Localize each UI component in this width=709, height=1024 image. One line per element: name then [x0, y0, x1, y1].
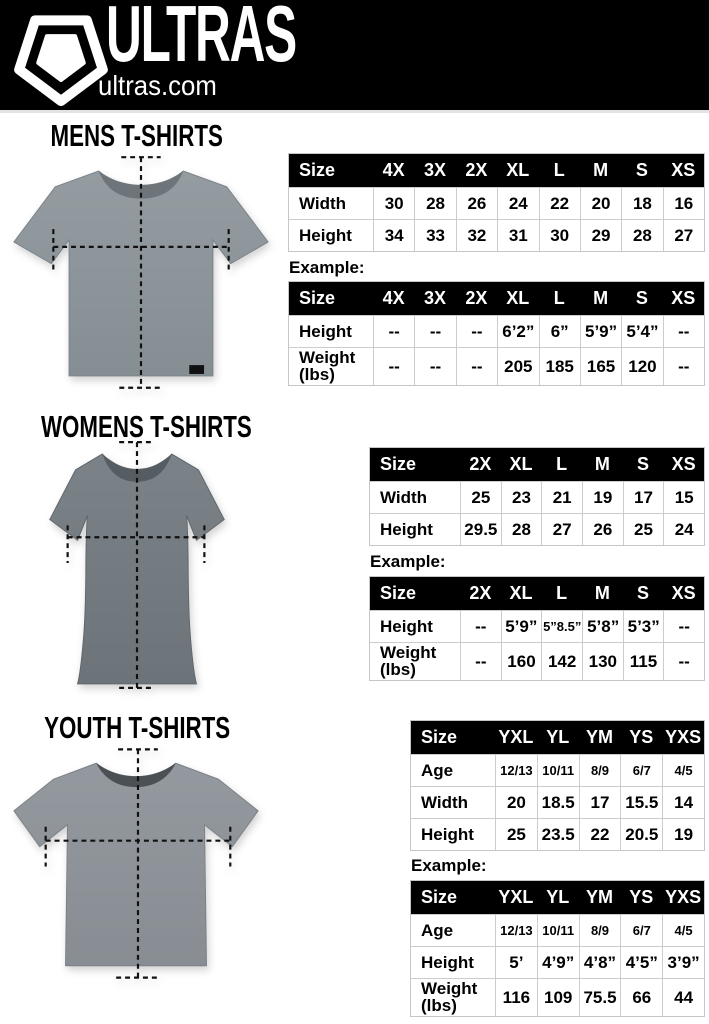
row-label: Width [411, 786, 495, 818]
table-cell: 29.5 [460, 513, 501, 545]
table-header-cell: 2X [465, 160, 488, 181]
womens-size-table [369, 447, 705, 546]
table-header-label: Size [299, 160, 336, 181]
pentagon-logo-icon [14, 5, 108, 107]
table-cell: 15 [663, 481, 704, 513]
row-label: Width [370, 481, 460, 513]
table-header-row [370, 577, 704, 610]
womens-example-table [369, 576, 705, 681]
table-header-cell: YS [629, 727, 654, 748]
table-cell: 8/9 [579, 754, 621, 786]
table-header-cell: XS [671, 454, 696, 475]
table-cell: 33 [414, 219, 455, 251]
table-row [370, 481, 704, 513]
table-header-cell: XL [509, 583, 533, 604]
table-cell: 5’9” [580, 315, 621, 347]
table-cell: 17 [623, 481, 664, 513]
table-cell: 32 [456, 219, 497, 251]
table-cell: 30 [539, 219, 580, 251]
table-header-cell: XL [509, 454, 533, 475]
table-header-row [289, 154, 704, 187]
table-header-row [289, 282, 704, 315]
table-cell: -- [460, 642, 501, 680]
table-header-cell: YM [585, 727, 613, 748]
table-header-cell: M [594, 454, 610, 475]
table-cell: -- [373, 347, 414, 385]
row-label: Age [411, 914, 495, 946]
youth-tshirt-image [2, 740, 270, 986]
table-cell: 44 [662, 978, 704, 1016]
table-cell: 5’ [495, 946, 537, 978]
table-cell: 16 [663, 187, 704, 219]
table-header-cell: XL [506, 288, 530, 309]
table-cell: 25 [460, 481, 501, 513]
row-label: Age [411, 754, 495, 786]
table-row [289, 315, 704, 347]
brand-name: ULTRAS [106, 0, 297, 78]
table-row [411, 914, 704, 946]
mens-size-table [288, 153, 705, 252]
table-header-cell: M [594, 583, 610, 604]
table-cell: 10/11 [537, 754, 579, 786]
table-cell: 20 [580, 187, 621, 219]
table-cell: -- [663, 347, 704, 385]
row-label: Width [289, 187, 373, 219]
table-row [289, 347, 704, 385]
table-header-cell: YXS [665, 887, 702, 908]
header-bar [0, 0, 709, 113]
table-cell: -- [456, 315, 497, 347]
table-cell: -- [414, 315, 455, 347]
table-header-cell: S [635, 160, 648, 181]
table-cell: 5’3” [623, 610, 664, 642]
table-cell: 23.5 [537, 818, 579, 850]
table-cell: 185 [539, 347, 580, 385]
table-cell: 10/11 [537, 914, 579, 946]
table-row [411, 978, 704, 1016]
youth-example-label: Example: [411, 856, 487, 875]
table-cell: 19 [662, 818, 704, 850]
table-cell: -- [373, 315, 414, 347]
table-cell: 28 [621, 219, 662, 251]
table-header-cell: 4X [382, 160, 405, 181]
table-header-label: Size [380, 583, 417, 604]
table-header-cell: XS [671, 583, 696, 604]
table-cell: 26 [456, 187, 497, 219]
table-cell: 5’9” [501, 610, 542, 642]
table-cell: -- [663, 642, 704, 680]
table-row [370, 513, 704, 545]
table-cell: 24 [497, 187, 538, 219]
table-cell: 22 [579, 818, 621, 850]
table-header-cell: 2X [465, 288, 488, 309]
table-cell: 25 [495, 818, 537, 850]
table-cell: 165 [580, 347, 621, 385]
table-header-label: Size [421, 727, 458, 748]
table-header-cell: 2X [469, 583, 492, 604]
table-cell: 4/5 [662, 754, 704, 786]
table-cell: -- [663, 610, 704, 642]
table-cell: 18.5 [537, 786, 579, 818]
table-header-row [411, 721, 704, 754]
table-header-cell: S [636, 583, 649, 604]
table-header-cell: 3X [424, 288, 447, 309]
table-header-cell: XS [671, 160, 696, 181]
table-header-label: Size [380, 454, 417, 475]
table-cell: -- [456, 347, 497, 385]
table-row [411, 818, 704, 850]
table-cell: 120 [621, 347, 662, 385]
table-cell: 75.5 [579, 978, 621, 1016]
table-cell: 4’8” [579, 946, 621, 978]
table-header-cell: S [636, 454, 649, 475]
table-header-cell: L [553, 160, 565, 181]
table-cell: 116 [495, 978, 537, 1016]
table-header-cell: YXS [665, 727, 702, 748]
mens-example-table [288, 281, 705, 386]
table-cell: 21 [541, 481, 582, 513]
row-label: Height [411, 946, 495, 978]
table-cell: -- [414, 347, 455, 385]
table-cell: 130 [582, 642, 623, 680]
womens-section-title: WOMENS T-SHIRTS [40, 409, 252, 444]
table-cell: 34 [373, 219, 414, 251]
table-cell: 115 [623, 642, 664, 680]
table-cell: 22 [539, 187, 580, 219]
table-header-cell: XS [671, 288, 696, 309]
mens-section-title: MENS T-SHIRTS [50, 118, 224, 153]
table-header-cell: YL [546, 727, 570, 748]
table-row [370, 610, 704, 642]
table-cell: 6/7 [620, 914, 662, 946]
table-header-cell: YL [546, 887, 570, 908]
table-cell: 14 [662, 786, 704, 818]
table-cell: 19 [582, 481, 623, 513]
table-header-cell: 3X [424, 160, 447, 181]
table-cell: -- [663, 315, 704, 347]
youth-section-title: YOUTH T-SHIRTS [43, 710, 231, 745]
table-cell: 6’2” [497, 315, 538, 347]
row-label: Weight (lbs) [411, 978, 495, 1016]
table-cell: 26 [582, 513, 623, 545]
mens-tshirt-image [8, 150, 274, 394]
table-cell: 6/7 [620, 754, 662, 786]
table-cell: 28 [501, 513, 542, 545]
table-cell: 18 [621, 187, 662, 219]
row-label: Weight (lbs) [370, 642, 460, 680]
table-cell: 15.5 [620, 786, 662, 818]
table-cell: -- [460, 610, 501, 642]
table-cell: 5’8” [582, 610, 623, 642]
row-label: Height [370, 610, 460, 642]
table-header-cell: YS [629, 887, 654, 908]
womens-tshirt-image [28, 438, 246, 696]
table-cell: 20 [495, 786, 537, 818]
table-cell: 5”8.5” [541, 610, 582, 642]
table-row [411, 754, 704, 786]
table-cell: 4’9” [537, 946, 579, 978]
table-header-cell: 4X [382, 288, 405, 309]
table-row [411, 946, 704, 978]
table-cell: 17 [579, 786, 621, 818]
table-header-row [411, 881, 704, 914]
table-cell: 20.5 [620, 818, 662, 850]
table-row [289, 187, 704, 219]
table-cell: 142 [541, 642, 582, 680]
table-header-label: Size [421, 887, 458, 908]
womens-example-label: Example: [370, 552, 446, 571]
table-header-cell: L [556, 454, 568, 475]
table-cell: 12/13 [495, 754, 537, 786]
table-header-cell: YXL [498, 887, 534, 908]
table-header-cell: YM [585, 887, 613, 908]
table-header-label: Size [299, 288, 336, 309]
table-cell: 4/5 [662, 914, 704, 946]
youth-example-table [410, 880, 705, 1017]
table-cell: 28 [414, 187, 455, 219]
table-cell: 29 [580, 219, 621, 251]
row-label: Height [411, 818, 495, 850]
mens-example-label: Example: [289, 258, 365, 277]
table-header-cell: XL [506, 160, 530, 181]
table-header-cell: L [553, 288, 565, 309]
table-header-cell: YXL [498, 727, 534, 748]
row-label: Height [370, 513, 460, 545]
table-cell: 23 [501, 481, 542, 513]
table-row [289, 219, 704, 251]
table-cell: 4’5” [620, 946, 662, 978]
table-cell: 27 [663, 219, 704, 251]
table-cell: 24 [663, 513, 704, 545]
table-cell: 27 [541, 513, 582, 545]
table-cell: 66 [620, 978, 662, 1016]
youth-size-table [410, 720, 705, 851]
row-label: Weight (lbs) [289, 347, 373, 385]
hem-tag [189, 365, 204, 374]
table-header-cell: M [593, 288, 609, 309]
table-header-cell: M [593, 160, 609, 181]
table-cell: 31 [497, 219, 538, 251]
table-cell: 30 [373, 187, 414, 219]
table-header-cell: 2X [469, 454, 492, 475]
row-label: Height [289, 219, 373, 251]
table-header-row [370, 448, 704, 481]
table-cell: 5’4” [621, 315, 662, 347]
table-header-cell: S [635, 288, 648, 309]
row-label: Height [289, 315, 373, 347]
table-header-cell: L [556, 583, 568, 604]
table-cell: 160 [501, 642, 542, 680]
table-row [411, 786, 704, 818]
brand-url: ultras.com [98, 70, 217, 101]
table-cell: 12/13 [495, 914, 537, 946]
table-cell: 205 [497, 347, 538, 385]
table-cell: 3’9” [662, 946, 704, 978]
table-cell: 25 [623, 513, 664, 545]
table-cell: 109 [537, 978, 579, 1016]
table-cell: 8/9 [579, 914, 621, 946]
table-cell: 6” [539, 315, 580, 347]
table-row [370, 642, 704, 680]
